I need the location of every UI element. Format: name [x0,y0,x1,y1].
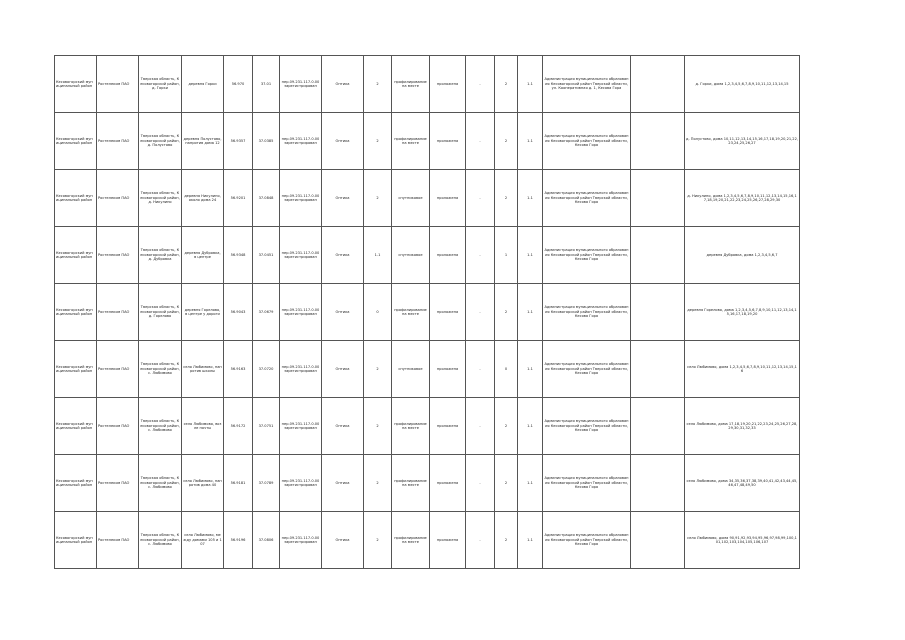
cell-type: профилирование на месте [392,284,430,341]
cell-object: деревня Горелово, в центре у дороги [182,284,224,341]
cell-lat: 56.9181 [224,455,253,512]
cell-district: Кесовогорский муниципальный район [55,341,97,398]
table-row [55,341,800,398]
cell-type: спутниковое [392,227,430,284]
cell-status: проложена [430,512,466,569]
cell-lon: 37.0789 [253,455,280,512]
cell-d1: - [466,56,495,113]
cell-district: Кесовогорский муниципальный район [55,398,97,455]
cell-district: Кесовогорский муниципальный район [55,113,97,170]
cell-district: Кесовогорский муниципальный район [55,284,97,341]
cell-cover: д. Горки, дома 1,2,3,4,5,6,7,8,9,10,11,12,13,14,15 [685,56,800,113]
cell-status: проложена [430,284,466,341]
cell-reg: пер.09.231.117.0.00 зарегистрирован [280,398,322,455]
cell-address: Тверская область, Кесовогорский район, с. Любимово [139,455,182,512]
cell-address: Тверская область, Кесовогорский район, с. Любимово [139,398,182,455]
cell-reg: пер.09.231.117.0.00 зарегистрирован [280,113,322,170]
cell-admin: Администрация муниципального образования Кесовогорский район Тверской области, Кесова Гора [543,455,631,512]
cell-d1: - [466,113,495,170]
cell-object: деревня Дубровка, в центре [182,227,224,284]
cell-lat: 56.9201 [224,170,253,227]
cell-n2: 2 [495,284,518,341]
cell-lon: 37.0451 [253,227,280,284]
cell-n3: 1.1 [518,284,543,341]
cell-admin: Администрация муниципального образования Кесовогорский район Тверской области, Кесова Гора [543,512,631,569]
cell-tech: Оптика [322,113,364,170]
cell-object: село Любимово, напротив дома 40 [182,455,224,512]
cell-tech: Оптика [322,170,364,227]
cell-n2: 2 [495,56,518,113]
cell-object: деревня Полустово, напротив дома 12 [182,113,224,170]
cell-status: проложена [430,227,466,284]
sites-table [54,55,800,569]
cell-note [631,113,685,170]
cell-cover: село Любимово, дома 1,2,3,4,5,6,7,8,9,10,11,12,13,14,15,16 [685,341,800,398]
cell-note [631,170,685,227]
cell-n1: 1.1 [364,227,392,284]
cell-address: Тверская область, Кесовогорский район, д. Полустово [139,113,182,170]
cell-status: проложена [430,398,466,455]
cell-d1: - [466,227,495,284]
cell-reg: пер.09.231.117.0.00 зарегистрирован [280,341,322,398]
table-row [55,398,800,455]
cell-tech: Оптика [322,341,364,398]
cell-district: Кесовогорский муниципальный район [55,512,97,569]
cell-d1: - [466,341,495,398]
table-row [55,455,800,512]
cell-n3: 1.1 [518,398,543,455]
cell-object: село Любимово, напротив школы [182,341,224,398]
cell-object: деревня Никулино, около дома 24 [182,170,224,227]
cell-lat: 56.9172 [224,398,253,455]
cell-admin: Администрация муниципального образования Кесовогорский район Тверской области, Кесова Гора [543,227,631,284]
cell-admin: Администрация муниципального образования Кесовогорский район Тверской области, Кесова Гора [543,113,631,170]
cell-n3: 1.1 [518,170,543,227]
cell-type: спутниковое [392,170,430,227]
cell-address: Тверская область, Кесовогорский район, с. Любимово [139,512,182,569]
cell-note [631,398,685,455]
cell-lat: 56.970 [224,56,253,113]
cell-n2: 2 [495,455,518,512]
cell-district: Кесовогорский муниципальный район [55,227,97,284]
cell-tech: Оптика [322,398,364,455]
table-row [55,113,800,170]
table-row [55,56,800,113]
cell-cover: село Любимово, дома 34,35,36,37,38,39,40,41,42,43,44,45,46,47,48,49,50 [685,455,800,512]
table-row [55,512,800,569]
cell-cover: д. Никулино, дома 1,2,3,4,5,6,7,8,9,10,11,12,13,14,15,16,17,18,19,20,21,22,23,24,25,26,27,28,29,30 [685,170,800,227]
cell-n1: 2 [364,512,392,569]
cell-address: Тверская область, Кесовогорский район, д. Никулино [139,170,182,227]
cell-admin: Администрация муниципального образования Кесовогорский район Тверской области, Кесова Гора [543,398,631,455]
cell-n1: 2 [364,113,392,170]
cell-admin: Администрация муниципального образования Кесовогорский район Тверской области, Кесова Гора [543,341,631,398]
cell-n2: 1 [495,227,518,284]
cell-n1: 2 [364,455,392,512]
cell-status: проложена [430,170,466,227]
cell-object: село Любимово, между домами 105 и 107 [182,512,224,569]
cell-d1: - [466,284,495,341]
cell-tech: Оптика [322,56,364,113]
cell-admin: Администрация муниципального образования Кесовогорский район Тверской области, Кесова Гора [543,284,631,341]
cell-note [631,341,685,398]
cell-object: деревня Горки [182,56,224,113]
cell-n3: 1.1 [518,512,543,569]
cell-d1: - [466,398,495,455]
table-body [55,56,800,569]
cell-cover: село Любимово, дома 90,91,92,93,94,95,96,97,98,99,100,101,102,103,104,105,106,107 [685,512,800,569]
cell-lat: 56.9357 [224,113,253,170]
table-row [55,284,800,341]
cell-operator: Ростелеком ПАО [97,227,139,284]
cell-lon: 37.0385 [253,113,280,170]
cell-admin: Администрация муниципального образования Кесовогорский район Тверской области, ул. Кооперативная д. 1, Кесова Гора [543,56,631,113]
cell-n2: 2 [495,398,518,455]
cell-lat: 56.9196 [224,512,253,569]
cell-n1: 2 [364,56,392,113]
cell-district: Кесовогорский муниципальный район [55,56,97,113]
cell-d1: - [466,512,495,569]
cell-address: Тверская область, Кесовогорский район, с. Любимово [139,341,182,398]
cell-n1: 0 [364,284,392,341]
cell-n2: 0 [495,341,518,398]
cell-n2: 2 [495,512,518,569]
cell-lon: 37.01 [253,56,280,113]
cell-status: проложена [430,56,466,113]
cell-lon: 37.0679 [253,284,280,341]
cell-tech: Оптика [322,455,364,512]
cell-object: село Любимово, возле почты [182,398,224,455]
cell-address: Тверская область, Кесовогорский район, д. Горелово [139,284,182,341]
cell-note [631,56,685,113]
cell-lon: 37.0848 [253,170,280,227]
cell-n3: 1.1 [518,341,543,398]
cell-cover: деревня Дубровка, дома 1,2,3,4,5,6,7 [685,227,800,284]
cell-n1: 2 [364,170,392,227]
cell-n3: 1.1 [518,227,543,284]
cell-admin: Администрация муниципального образования Кесовогорский район Тверской области, Кесова Гора [543,170,631,227]
cell-district: Кесовогорский муниципальный район [55,170,97,227]
cell-lat: 56.9348 [224,227,253,284]
cell-operator: Ростелеком ПАО [97,455,139,512]
cell-n2: 2 [495,170,518,227]
cell-tech: Оптика [322,512,364,569]
cell-operator: Ростелеком ПАО [97,170,139,227]
table-row [55,227,800,284]
cell-reg: пер.09.231.117.0.00 зарегистрирован [280,170,322,227]
cell-type: профилирование на месте [392,56,430,113]
cell-note [631,227,685,284]
cell-reg: пер.09.231.117.0.00 зарегистрирован [280,455,322,512]
cell-lon: 37.0751 [253,398,280,455]
cell-note [631,284,685,341]
cell-type: спутниковое [392,341,430,398]
cell-n3: 1.1 [518,455,543,512]
cell-operator: Ростелеком ПАО [97,398,139,455]
cell-cover: д. Полустово, дома 10,11,12,13,14,15,16,17,18,19,20,21,22,23,24,25,26,27 [685,113,800,170]
cell-reg: пер.09.231.117.0.00 зарегистрирован [280,512,322,569]
cell-n1: 2 [364,398,392,455]
cell-reg: пер.09.231.117.0.00 зарегистрирован [280,227,322,284]
cell-lon: 37.0720 [253,341,280,398]
cell-tech: Оптика [322,227,364,284]
cell-lat: 56.9163 [224,341,253,398]
cell-reg: пер.09.231.117.0.00 зарегистрирован [280,56,322,113]
cell-d1: - [466,170,495,227]
cell-lon: 37.0806 [253,512,280,569]
cell-operator: Ростелеком ПАО [97,113,139,170]
cell-n3: 1.1 [518,113,543,170]
cell-tech: Оптика [322,284,364,341]
table-row [55,170,800,227]
cell-cover: деревня Горелово, дома 1,2,3,4,5,6,7,8,9,10,11,12,13,14,15,16,17,18,19,20 [685,284,800,341]
cell-operator: Ростелеком ПАО [97,341,139,398]
cell-status: проложена [430,113,466,170]
cell-address: Тверская область, Кесовогорский район, д. Горки [139,56,182,113]
cell-note [631,455,685,512]
cell-n3: 1.1 [518,56,543,113]
cell-n1: 2 [364,341,392,398]
cell-status: проложена [430,341,466,398]
cell-type: профилирование на месте [392,512,430,569]
cell-note [631,512,685,569]
cell-type: профилирование на месте [392,398,430,455]
cell-operator: Ростелеком ПАО [97,512,139,569]
cell-type: профилирование на месте [392,113,430,170]
cell-type: профилирование на месте [392,455,430,512]
cell-reg: пер.09.231.117.0.00 зарегистрирован [280,284,322,341]
cell-n2: 2 [495,113,518,170]
cell-status: проложена [430,455,466,512]
cell-operator: Ростелеком ПАО [97,56,139,113]
cell-d1: - [466,455,495,512]
cell-lat: 56.9043 [224,284,253,341]
cell-operator: Ростелеком ПАО [97,284,139,341]
cell-address: Тверская область, Кесовогорский район, д. Дубровка [139,227,182,284]
cell-district: Кесовогорский муниципальный район [55,455,97,512]
cell-cover: село Любимово, дома 17,18,19,20,21,22,23,24,25,26,27,28,29,30,31,32,33 [685,398,800,455]
